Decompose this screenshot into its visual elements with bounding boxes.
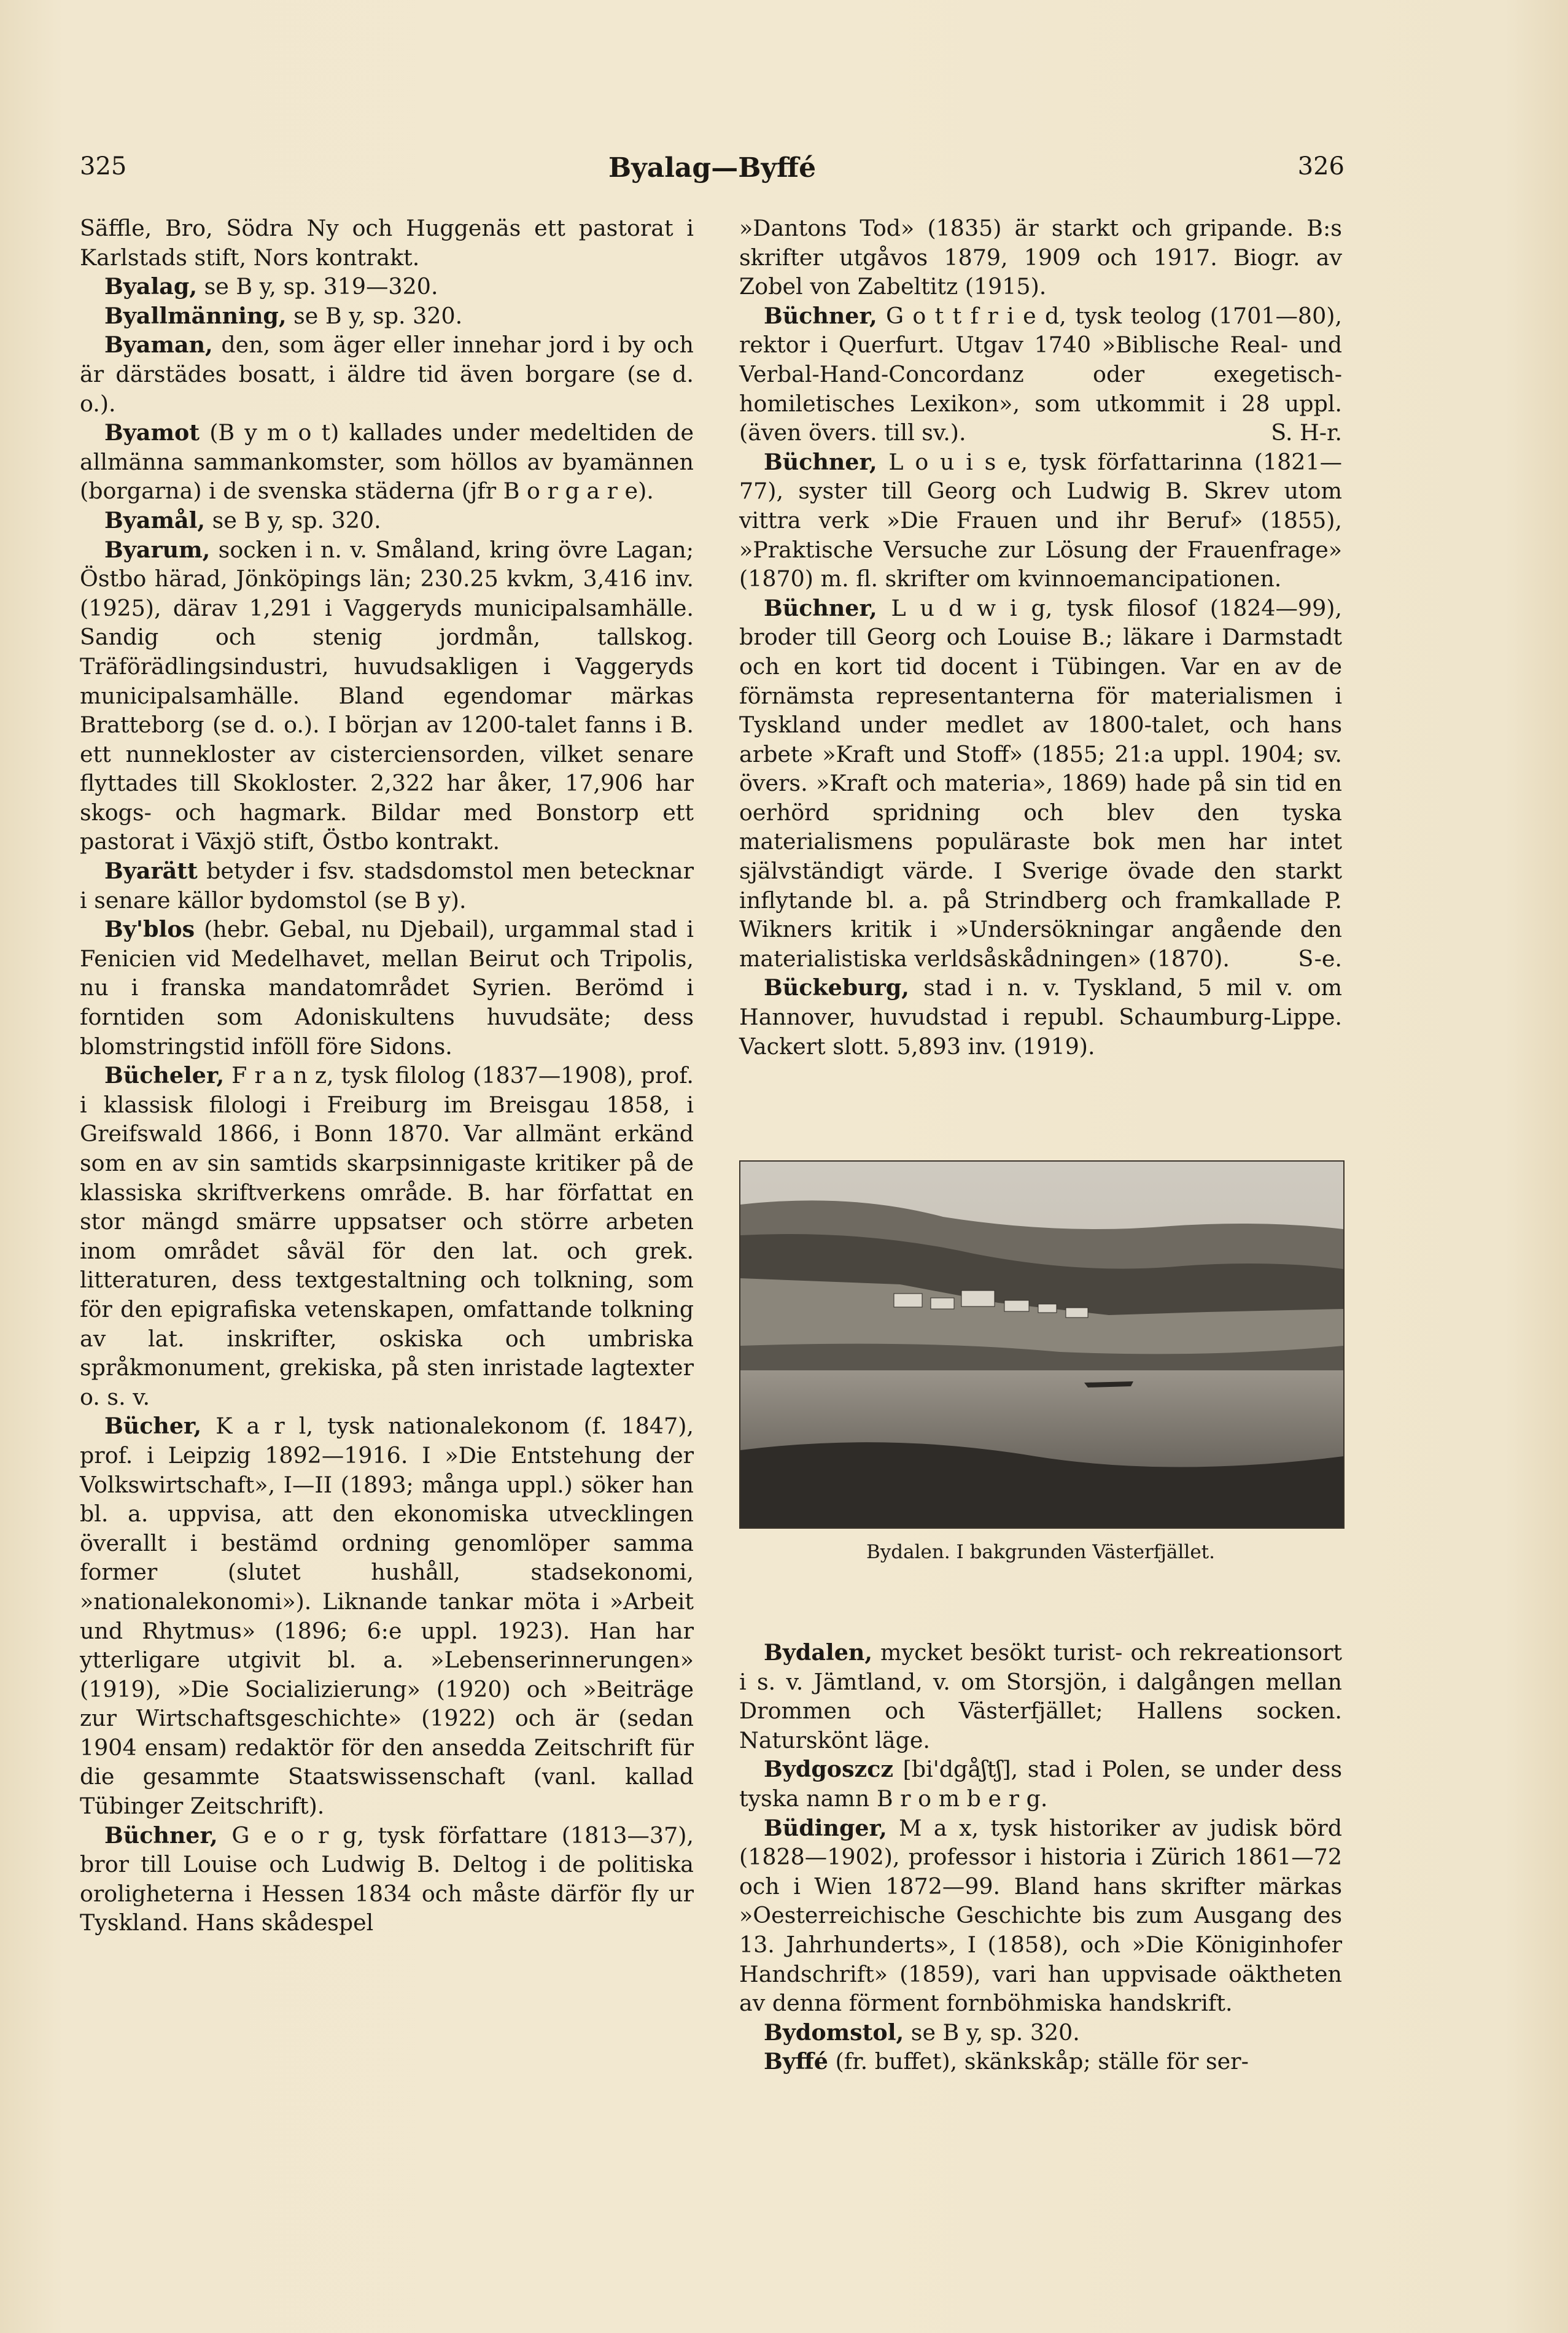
page-title: Byalag—Byffé <box>608 152 817 184</box>
entry-budinger: Büdinger, M a x, tysk historiker av judisk börd (1828—1902), professor i historia i Zürich 1861—72 och i Wien 1872—99. Bland hans skrifter märkas »Oesterreichische Geschichte bis zum Ausgang des 13. Jahrhunderts», I (1858), och »Die Königinhofer Handschrift» (1859), vari han uppvisade oäktheten av denna förment fornböhmiska handskrift. <box>739 1814 1342 2017</box>
author-signature: S-e. <box>1298 945 1342 972</box>
entry-byaman: Byaman, den, som äger eller innehar jord i by och är därstädes bosatt, i äldre tid även borgare (se d. o.). <box>80 332 694 417</box>
right-column-number: 326 <box>1297 152 1345 181</box>
entry-buchner-ludwig: Büchner, L u d w i g, tysk filosof (1824—99), broder till Georg och Louise B.; läkare i Darmstadt och en kort tid docent i Tübingen. Var en av de förnämsta representanterna för materialismen i Tyskland under medlet av 1800-talet, och hans arbete »Kraft und Stoff» (1855; 21:a uppl. 1904; sv. övers. »Kraft och materia», 1869) hade på sin tid en oerhörd spridning och blev den tyska materialismens populäraste bok men har intet självständigt värde. I Sverige övade den starkt inflytande bl. a. på Strindberg och framkallade P. Wikners kritik i »Undersökningar angående den materialistiska verldsåskådningen» (1870). S-e. <box>739 594 1342 974</box>
entry-byallmanning: Byallmänning, se B y, sp. 320. <box>104 302 463 329</box>
entry-buchner-louise: Büchner, L o u i s e, tysk författarinna (1821—77), syster till Georg och Ludwig B. Skrev utom vittra verk »Die Frauen und ihr Beruf» (1855), »Praktische Versuche zur Lösung der Frauenfrage» (1870) m. fl. skrifter om kvinnoemancipationen. <box>739 448 1342 592</box>
entry-bydalen: Bydalen, mycket besökt turist- och rekreationsort i s. v. Jämtland, v. om Storsjön, i dalgången mellan Drommen och Västerfjället; Hallens socken. Naturskönt läge. <box>739 1639 1342 1753</box>
entry-bydomstol: Bydomstol, se B y, sp. 320. <box>764 2019 1080 2046</box>
bydalen-photo <box>739 1160 1345 1529</box>
photo-caption: Bydalen. I bakgrunden Västerfjället. <box>866 1541 1215 1563</box>
entry-byalag: Byalag, se B y, sp. 319—320. <box>104 273 438 300</box>
entry-saffle-cont: Säffle, Bro, Södra Ny och Huggenäs ett pastorat i Karlstads stift, Nors kontrakt. <box>80 215 694 271</box>
right-column-lower <box>739 1638 1342 2076</box>
entry-byaratt: Byarätt betyder i fsv. stadsdomstol men betecknar i senare källor bydomstol (se B y). <box>80 858 694 914</box>
entry-byamot: Byamot (B y m o t) kallades under medeltiden de allmänna sammankomster, som höllos av byamännen (borgarna) i de svenska städerna (jfr B o r g a r e). <box>80 419 694 505</box>
author-signature: S. H-r. <box>1271 419 1342 446</box>
entry-buchner-georg-cont: »Dantons Tod» (1835) är starkt och gripande. B:s skrifter utgåvos 1879, 1909 och 1917. Biogr. av Zobel von Zabeltitz (1915). <box>739 215 1342 300</box>
right-column <box>739 214 1342 1061</box>
entry-byarum: Byarum, socken i n. v. Småland, kring övre Lagan; Östbo härad, Jönköpings län; 230.25 kvkm, 3,416 inv. (1925), därav 1,291 i Vaggeryds municipalsamhälle. Sandig och stenig jordmån, tallskog. Träförädlingsindustri, huvudsakligen i Vaggeryds municipalsamhälle. Bland egendomar märkas Bratteborg (se d. o.). I början av 1200-talet fanns i B. ett nunnekloster av cisterciensorden, vilket senare flyttades till Skokloster. 2,322 har åker, 17,906 har skogs- och hagmark. Bildar med Bonstorp ett pastorat i Växjö stift, Östbo kontrakt. <box>80 536 694 855</box>
entry-bucheler: Bücheler, F r a n z, tysk filolog (1837—1908), prof. i klassisk filologi i Freiburg im Breisgau 1858, i Greifswald 1866, i Bonn 1870. Var allmänt erkänd som en av sin samtids skarpsinnigaste kritiker på de klassiska skriftverkens område. B. har författat en stor mängd smärre uppsatser och större arbeten inom området såväl för den lat. och grek. litteraturen, dess textgestaltning och tolkning, som för den epigrafiska vetenskapen, omfattande tolkning av lat. inskrifter, oskiska och umbriska språkmonument, grekiska, på sten inristade lagtexter o. s. v. <box>80 1062 694 1410</box>
entry-bydgoszcz: Bydgoszcz [bi'dgåʃtʃ], stad i Polen, se under dess tyska namn B r o m b e r g. <box>739 1756 1342 1812</box>
entry-buchner-georg: Büchner, G e o r g, tysk författare (1813—37), bror till Louise och Ludwig B. Deltog i de politiska oroligheterna i Hessen 1834 och måste därför fly ur Tyskland. Hans skådespel <box>80 1822 694 1936</box>
entry-buckeburg: Bückeburg, stad i n. v. Tyskland, 5 mil v. om Hannover, huvudstad i republ. Schaumburg-Lippe. Vackert slott. 5,893 inv. (1919). <box>739 974 1342 1060</box>
entry-byblos: By'blos (hebr. Gebal, nu Djebail), urgammal stad i Fenicien vid Medelhavet, mellan Beirut och Tripolis, nu i franska mandatområdet Syrien. Berömd i forntiden som Adoniskultens huvudsäte; dess blomstringstid inföll före Sidons. <box>80 916 694 1060</box>
entry-bucher: Bücher, K a r l, tysk nationalekonom (f. 1847), prof. i Leipzig 1892—1916. I »Die Entstehung der Volkswirtschaft», I—II (1893; många uppl.) söker han bl. a. uppvisa, att den ekonomiska utvecklingen överallt i bestämd ordning genomlöper samma former (slutet hushåll, stadsekonomi, »nationalekonomi»). Liknande tankar möta i »Arbeit und Rhytmus» (1896; 6:e uppl. 1923). Han har ytterligare utgivit bl. a. »Lebenserinnerungen» (1919), »Die Socializierung» (1920) och »Beiträge zur Wirtschaftsgeschichte» (1922) och är (sedan 1904 ensam) redaktör för den ansedda Zeitschrift für die gesammte Staatswissenschaft (vanl. kallad Tübinger Zeitschrift). <box>80 1413 694 1820</box>
left-column-number: 325 <box>80 152 127 181</box>
entry-byamal: Byamål, se B y, sp. 320. <box>104 507 381 534</box>
left-column <box>80 214 694 1938</box>
entry-byffe: Byffé (fr. buffet), skänkskåp; ställe för ser- <box>764 2048 1249 2075</box>
page-header <box>80 152 1345 195</box>
entry-buchner-gottfried: Büchner, G o t t f r i e d, tysk teolog (1701—80), rektor i Querfurt. Utgav 1740 »Biblische Real- und Verbal-Hand-Concordanz oder exegetisch-homiletisches Lexikon», som utkommit i 28 uppl. (även övers. till sv.). S. H-r. <box>739 301 1342 448</box>
